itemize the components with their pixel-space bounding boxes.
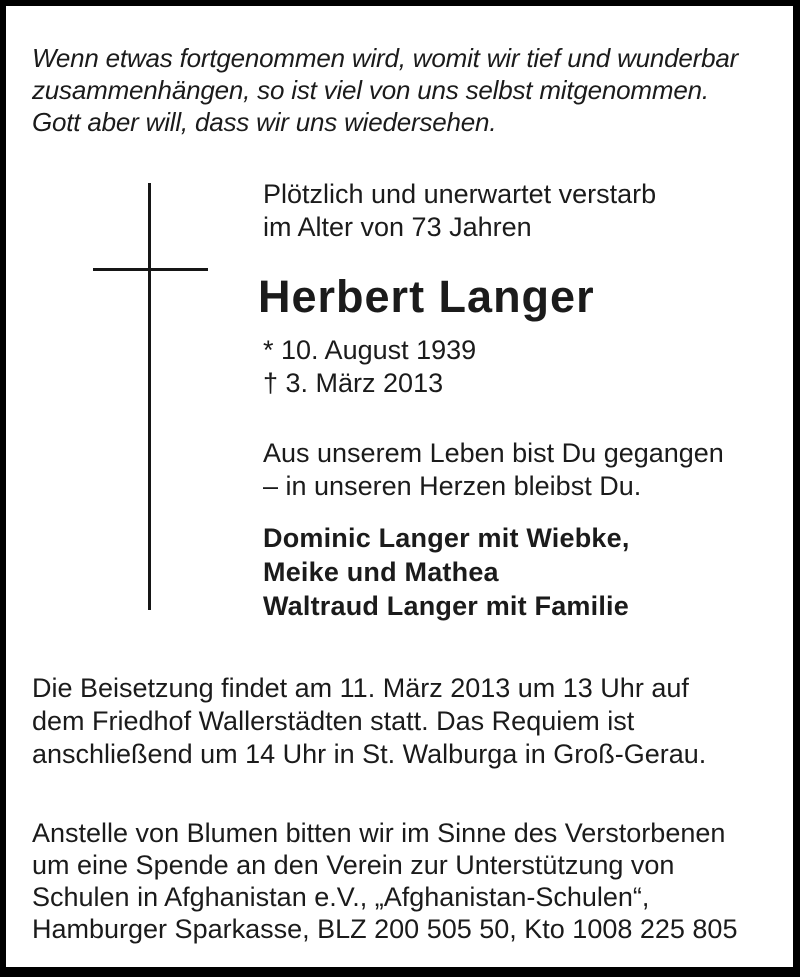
mourners-list (263, 521, 630, 623)
funeral-line: anschließend um 14 Uhr in St. Walburga in Groß-Gerau. (32, 739, 707, 769)
intro-line: Plötzlich und unerwartet verstarb (263, 179, 657, 209)
donation-line: um eine Spende an den Verein zur Unterstützung von (32, 850, 675, 880)
opening-quote (32, 42, 738, 138)
quote-line: Gott aber will, dass wir uns wiedersehen. (32, 107, 497, 137)
cross-vertical-bar (148, 183, 151, 610)
death-date: † 3. März 2013 (263, 368, 444, 398)
farewell-line: Aus unserem Leben bist Du gegangen (263, 438, 724, 468)
donation-info (32, 817, 737, 945)
birth-date: * 10. August 1939 (263, 335, 477, 365)
donation-line: Anstelle von Blumen bitten wir im Sinne des Verstorbenen (32, 818, 726, 848)
deceased-name: Herbert Langer (258, 271, 595, 322)
funeral-info (32, 672, 706, 771)
quote-line: Wenn etwas fortgenommen wird, womit wir tief und wunderbar (32, 43, 739, 73)
mourner-line: Meike und Mathea (263, 557, 499, 587)
intro-line: im Alter von 73 Jahren (263, 212, 532, 242)
farewell-text (263, 437, 724, 503)
farewell-line: – in unseren Herzen bleibst Du. (263, 471, 642, 501)
cross-horizontal-bar (93, 268, 208, 271)
funeral-line: Die Beisetzung findet am 11. März 2013 um 13 Uhr auf (32, 673, 689, 703)
funeral-line: dem Friedhof Wallerstädten statt. Das Requiem ist (32, 706, 635, 736)
donation-line: Hamburger Sparkasse, BLZ 200 505 50, Kto 1008 225 805 (32, 914, 738, 944)
quote-line: zusammenhängen, so ist viel von uns selbst mitgenommen. (32, 75, 709, 105)
donation-line: Schulen in Afghanistan e.V., „Afghanistan-Schulen“, (32, 882, 650, 912)
life-dates (263, 334, 476, 400)
announcement-intro (263, 178, 656, 244)
mourner-line: Dominic Langer mit Wiebke, (263, 523, 630, 553)
mourner-line: Waltraud Langer mit Familie (263, 591, 629, 621)
